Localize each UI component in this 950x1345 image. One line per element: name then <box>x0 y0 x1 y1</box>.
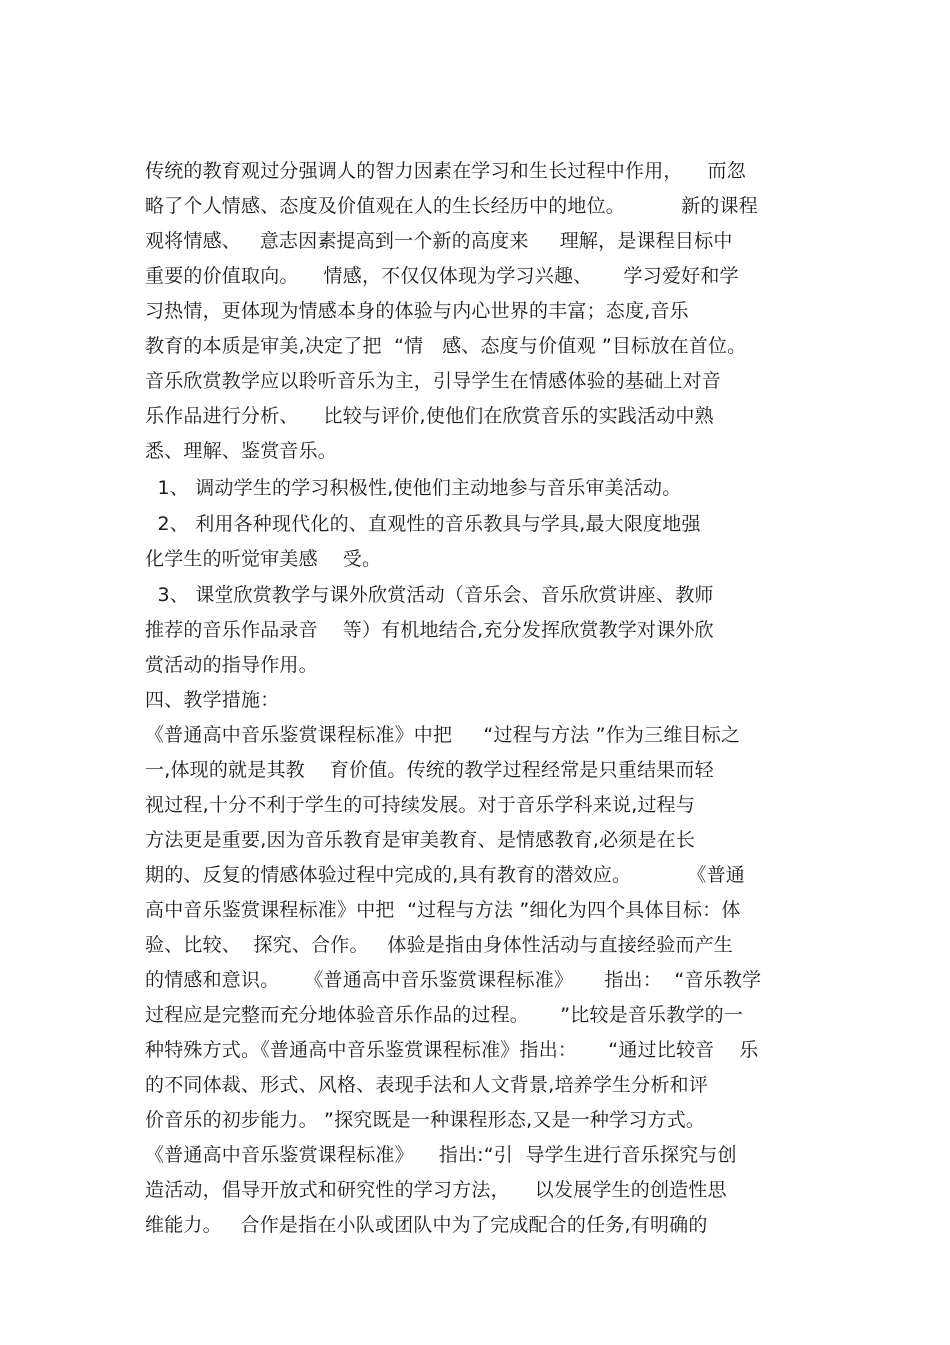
text-line: 悉、理解、鉴赏音乐。 <box>145 440 338 462</box>
text-line: 验、比较、 探究、合作。 体验是指由身体性活动与直接经验而产生 <box>145 934 733 956</box>
text-line: 《普通高中音乐鉴赏课程标准》中把 “过程与方法 ”作为三维目标之 <box>145 724 741 746</box>
text-line: 化学生的听觉审美感 受。 <box>145 548 382 570</box>
text-line: 种特殊方式。《普通高中音乐鉴赏课程标准》指出： “通过比较音 乐 <box>145 1039 759 1061</box>
text-line: 赏活动的指导作用。 <box>145 654 318 676</box>
text-line: 维能力。 合作是指在小队或团队中为了完成配合的任务,有明确的 <box>145 1214 708 1236</box>
text-line: 一,体现的就是其教 育价值。传统的教学过程经常是只重结果而轻 <box>145 759 714 781</box>
text-line: 推荐的音乐作品录音 等）有机地结合,充分发挥欣赏教学对课外欣 <box>145 619 714 641</box>
text-line: 《普通高中音乐鉴赏课程标准》 指出:“引 导学生进行音乐探究与创 <box>145 1144 737 1166</box>
list-item: 2、 利用各种现代化的、直观性的音乐教具与学具,最大限度地强 <box>145 513 701 535</box>
text-line: 方法更是重要,因为音乐教育是审美教育、是情感教育,必须是在长 <box>145 829 696 851</box>
text-line: 视过程,十分不利于学生的可持续发展。对于音乐学科来说,过程与 <box>145 794 696 816</box>
text-line: 音乐欣赏教学应以聆听音乐为主，引导学生在情感体验的基础上对音 <box>145 370 722 392</box>
text-line: 乐作品进行分析、 比较与评价,使他们在欣赏音乐的实践活动中熟 <box>145 405 714 427</box>
text-line: 造活动，倡导开放式和研究性的学习方法， 以发展学生的创造性思 <box>145 1179 727 1201</box>
text-line: 的不同体裁、形式、风格、表现手法和人文背景,培养学生分析和评 <box>145 1074 709 1096</box>
text-line: 重要的价值取向。 情感，不仅仅体现为学习兴趣、 学习爱好和学 <box>145 265 739 287</box>
text-line: 传统的教育观过分强调人的智力因素在学习和生长过程中作用， 而忽 <box>145 160 746 182</box>
section-heading: 四、教学措施： <box>145 689 280 711</box>
text-line: 观将情感、 意志因素提高到一个新的高度来 理解，是课程目标中 <box>145 230 733 252</box>
text-line: 期的、反复的情感体验过程中完成的,具有教育的潜效应。 《普通 <box>145 864 745 886</box>
text-line: 的情感和意识。 《普通高中音乐鉴赏课程标准》 指出： “音乐教学 <box>145 969 762 991</box>
list-item: 1、 调动学生的学习积极性,使他们主动地参与音乐审美活动。 <box>145 477 682 499</box>
text-line: 教育的本质是审美,决定了把 “情 感、态度与价值观 ”目标放在首位。 <box>145 335 747 357</box>
text-line: 过程应是完整而充分地体验音乐作品的过程。 ”比较是音乐教学的一 <box>145 1004 744 1026</box>
text-line: 价音乐的初步能力。 ”探究既是一种课程形态,又是一种学习方式。 <box>145 1109 706 1131</box>
list-item: 3、 课堂欣赏教学与课外欣赏活动（音乐会、音乐欣赏讲座、教师 <box>145 584 714 606</box>
text-line: 高中音乐鉴赏课程标准》中把 “过程与方法 ”细化为四个具体目标：体 <box>145 899 741 921</box>
text-line: 习热情，更体现为情感本身的体验与内心世界的丰富；态度,音乐 <box>145 300 689 322</box>
text-line: 略了个人情感、态度及价值观在人的生长经历中的地位。 新的课程 <box>145 195 758 217</box>
